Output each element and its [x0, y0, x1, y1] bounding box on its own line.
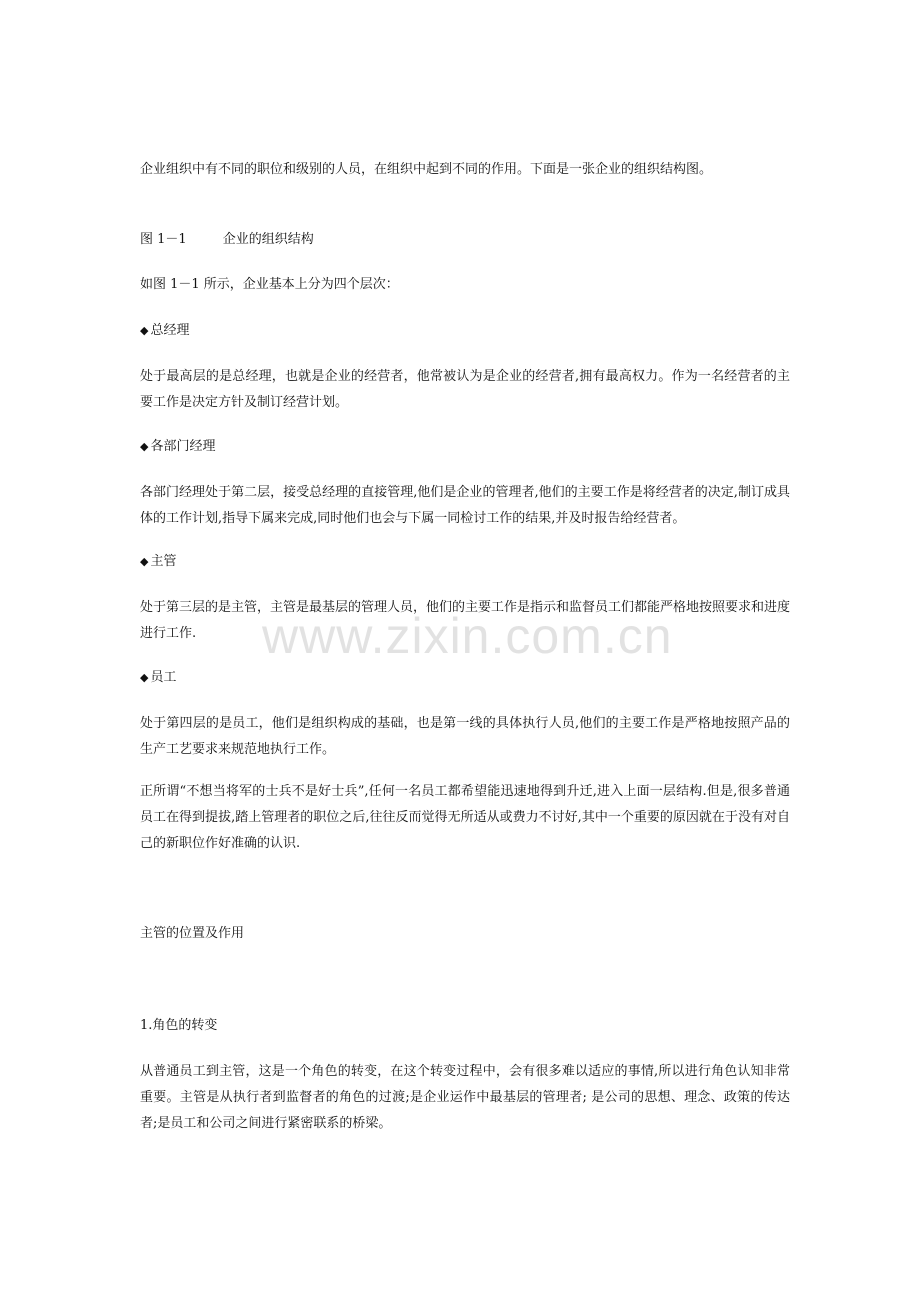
- watermark: www.zixin.com.cn: [262, 608, 673, 664]
- diamond-bullet-icon: ◆: [140, 440, 149, 453]
- closing-paragraph: 正所谓“不想当将军的士兵不是好士兵”,任何一名员工都希望能迅速地得到升迁,进入上面一层结构.但是,很多普通员工在得到提拔,踏上管理者的职位之后,往往反而觉得无所适从或费力不讨好,其中一个重要的原因就在于没有对自己的新职位作好准确的认识.: [140, 784, 790, 851]
- section-title: 主管的位置及作用: [140, 926, 245, 941]
- diamond-bullet-icon: ◆: [140, 324, 149, 337]
- subsection-body: 从普通员工到主管，这是一个角色的转变，在这个转变过程中，会有很多难以适应的事情,所以进行角色认知非常重要。主管是从执行者到监督者的角色的过渡;是企业运作中最基层的管理者; 是公司的思想、理念、政策的传达者;是员工和公司之间进行紧密联系的桥梁。: [140, 1064, 790, 1131]
- subsection-title: 1.角色的转变: [140, 1018, 218, 1033]
- section-body-department-manager: 各部门经理处于第二层，接受总经理的直接管理,他们是企业的管理者,他们的主要工作是将经营者的决定,制订成具体的工作计划,指导下属来完成,同时他们也会与下属一同检讨工作的结果,并及时报告给经营者。: [140, 485, 790, 526]
- figure-title: 企业的组织结构: [222, 232, 314, 247]
- section-heading-department-manager: ◆ 各部门经理: [140, 434, 790, 460]
- intro-paragraph: 企业组织中有不同的职位和级别的人员，在组织中起到不同的作用。下面是一张企业的组织结构图。: [140, 162, 713, 177]
- levels-intro: 如图 1－1 所示，企业基本上分为四个层次：: [140, 277, 399, 292]
- figure-number: 图 1－1: [140, 232, 187, 247]
- section-body-supervisor: 处于第三层的是主管，主管是最基层的管理人员，他们的主要工作是指示和监督员工们都能严格地按照要求和进度进行工作.: [140, 600, 791, 641]
- figure-caption: [140, 227, 790, 253]
- diamond-bullet-icon: ◆: [140, 555, 149, 568]
- section-body-general-manager: 处于最高层的是总经理，也就是企业的经营者，他常被认为是企业的经营者,拥有最高权力。作为一名经营者的主要工作是决定方针及制订经营计划。: [140, 369, 790, 410]
- section-body-employee: 处于第四层的是员工，他们是组织构成的基础，也是第一线的具体执行人员,他们的主要工作是严格地按照产品的生产工艺要求来规范地执行工作。: [140, 716, 790, 757]
- section-heading-general-manager: ◆ 总经理: [140, 318, 790, 344]
- section-heading-employee: ◆ 员工: [140, 665, 790, 691]
- diamond-bullet-icon: ◆: [140, 671, 149, 684]
- section-heading-supervisor: ◆ 主管: [140, 549, 790, 575]
